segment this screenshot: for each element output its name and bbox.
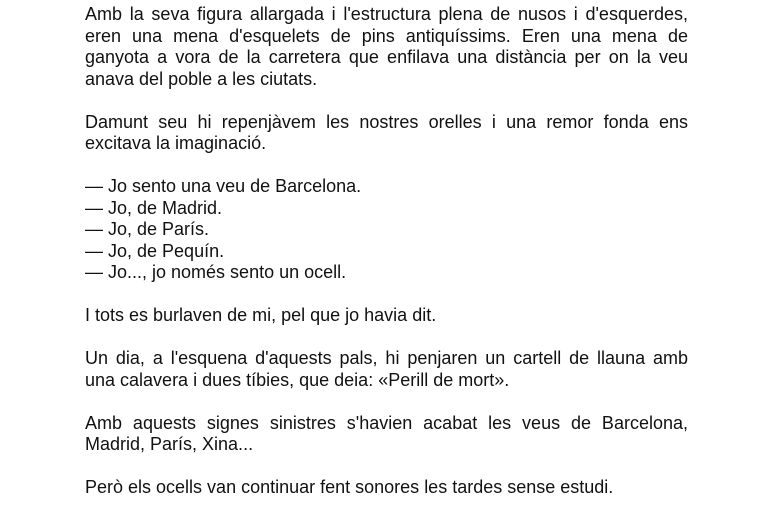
dialogue-line-paris: — Jo, de París. [85,219,210,239]
paragraph-danger-sign: Un dia, a l'esquena d'aquests pals, hi penjaren un cartell de llauna amb una calavera i dues tíbies, que deia: «Perill de mort». [85,348,688,390]
dialogue-line-ocell: — Jo..., jo només sento un ocell. [85,262,347,282]
paragraph-birds-continue: Però els ocells van continuar fent sonores les tardes sense estudi. [85,477,614,497]
paragraph-listening: Damunt seu hi repenjàvem les nostres orelles i una remor fonda ens excitava la imaginació. [85,111,688,153]
document-body [85,4,688,520]
dialogue-line-barcelona: — Jo sento una veu de Barcelona. [85,176,362,196]
paragraph-mockery: I tots es burlaven de mi, pel que jo havia dit. [85,305,437,325]
paragraph-poles-description: Amb la seva figura allargada i l'estructura plena de nusos i d'esquerdes, eren una mena d'esquelets de pins antiquíssims. Eren una mena de ganyota a vora de la carretera que enfilava una distància per on la veu anava del poble a les ciutats. [85,4,688,89]
dialogue-block [85,176,688,284]
dialogue-line-madrid: — Jo, de Madrid. [85,197,223,218]
paragraph-voices-ended: Amb aquests signes sinistres s'havien acabat les veus de Barcelona, Madrid, París, Xina... [85,412,688,454]
dialogue-line-pequin: — Jo, de Pequín. [85,240,225,261]
